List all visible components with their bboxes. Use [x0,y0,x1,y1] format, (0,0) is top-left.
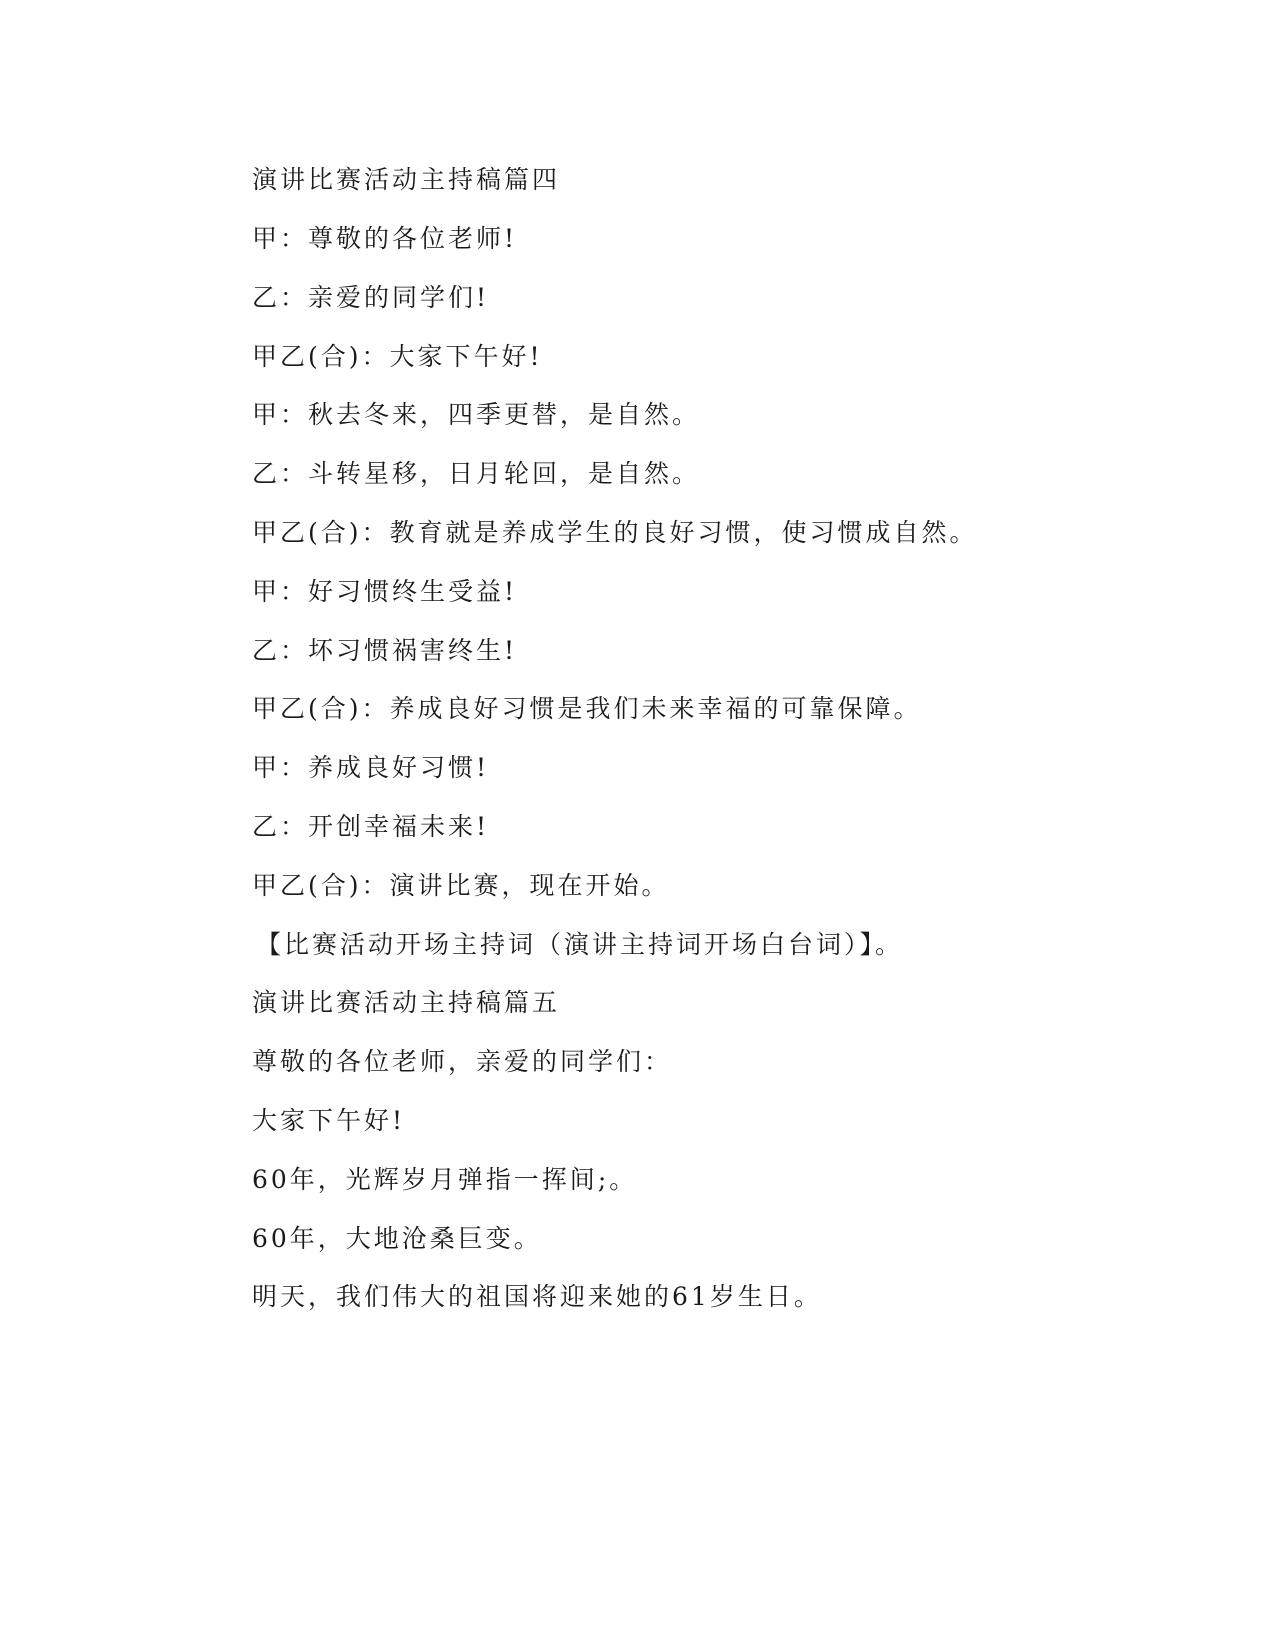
script-line: 乙：坏习惯祸害终生! [252,636,518,665]
script-line: 甲乙(合)：养成良好习惯是我们未来幸福的可靠保障。 [252,694,922,723]
script-line: 甲：秋去冬来，四季更替，是自然。 [252,400,701,429]
body-paragraph: 60年，大地沧桑巨变。 [252,1224,542,1253]
script-line: 甲：养成良好习惯! [252,753,490,782]
body-paragraph: 60年，光辉岁月弹指一挥间;。 [252,1165,638,1194]
section-heading-4: 演讲比赛活动主持稿篇四 [252,165,561,194]
script-line: 乙：开创幸福未来! [252,812,490,841]
script-line: 甲：好习惯终生受益! [252,577,518,606]
script-line: 乙：亲爱的同学们! [252,283,490,312]
greeting: 大家下午好! [252,1106,406,1135]
script-line: 乙：斗转星移，日月轮回，是自然。 [252,459,701,488]
body-paragraph: 明天，我们伟大的祖国将迎来她的61岁生日。 [252,1282,822,1311]
script-line: 甲乙(合)：教育就是养成学生的良好习惯，使习惯成自然。 [252,518,978,547]
script-line: 甲乙(合)：大家下午好! [252,342,543,371]
script-line: 甲：尊敬的各位老师! [252,224,518,253]
bracket-note: 【比赛活动开场主持词（演讲主持词开场白台词）】。 [256,930,904,959]
salutation: 尊敬的各位老师，亲爱的同学们： [252,1047,673,1076]
script-line: 甲乙(合)：演讲比赛，现在开始。 [252,871,670,900]
section-heading-5: 演讲比赛活动主持稿篇五 [252,988,561,1017]
